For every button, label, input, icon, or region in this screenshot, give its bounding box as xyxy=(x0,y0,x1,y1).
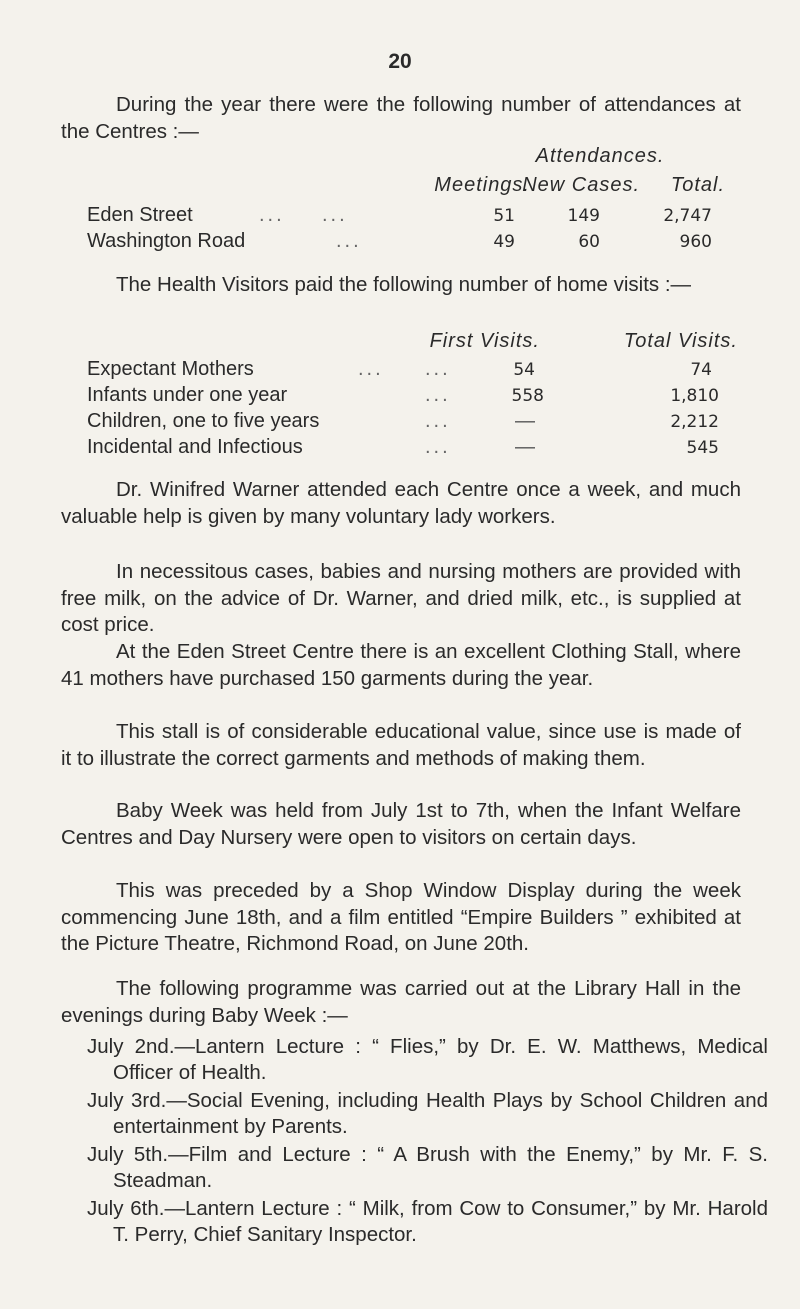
paragraph: At the Eden Street Centre there is an excellent Clothing Stall, where 41 mothers have purchased 150 garments during the year. xyxy=(61,640,741,690)
visits-header-row xyxy=(0,330,800,354)
list-item: July 6th.—Lantern Lecture : “ Milk, from Cow to Consumer,” by Mr. Harold T. Perry, Chief Sanitary Inspector. xyxy=(87,1197,768,1246)
total-value: 960 xyxy=(679,232,712,252)
paragraph: This stall is of considerable educational value, since use is made of it to illustrate the correct garments and methods of making them. xyxy=(61,720,741,770)
paragraph: In necessitous cases, babies and nursing mothers are provided with free milk, on the advice of Dr. Warner, and dried milk, etc., is supplied at cost price. xyxy=(61,560,741,636)
row-label: Eden Street xyxy=(87,204,193,226)
new-cases-value: 60 xyxy=(578,232,600,252)
table-row xyxy=(0,358,800,382)
paragraph: Dr. Winifred Warner attended each Centre once a week, and much valuable help is given by many voluntary lady workers. xyxy=(61,478,741,528)
first-visits-value: — xyxy=(515,436,535,458)
leader-dots: ... xyxy=(425,358,451,380)
visits-intro: The Health Visitors paid the following number of home visits :— xyxy=(116,273,692,296)
table-row xyxy=(0,204,800,228)
row-label: Incidental and Infectious xyxy=(87,436,303,458)
leader-dots: ... xyxy=(336,230,362,252)
page-number: 20 xyxy=(388,50,412,73)
leader-dots: ... xyxy=(425,436,451,458)
attendance-group-header: Attendances. xyxy=(535,145,665,167)
row-label: Expectant Mothers xyxy=(87,358,254,380)
paragraph: This was preceded by a Shop Window Display during the week commencing June 18th, and a film entitled “Empire Builders ” exhibited at the Picture Theatre, Richmond Road, on June 20th. xyxy=(61,879,741,955)
table-row xyxy=(0,384,800,408)
leader-dots: ... xyxy=(322,204,348,226)
first-visits-value: — xyxy=(515,410,535,432)
column-header-total: Total. xyxy=(670,174,725,196)
paragraph: Baby Week was held from July 1st to 7th, when the Infant Welfare Centres and Day Nursery were open to visitors on certain days. xyxy=(61,799,741,849)
leader-dots: ... xyxy=(358,358,384,380)
first-visits-value: 54 xyxy=(513,360,535,380)
list-item: July 2nd.—Lantern Lecture : “ Flies,” by Dr. E. W. Matthews, Medical Officer of Health. xyxy=(87,1035,768,1084)
row-label: Infants under one year xyxy=(87,384,288,406)
first-visits-value: 558 xyxy=(511,386,544,406)
column-header-total-visits: Total Visits. xyxy=(623,330,738,352)
total-visits-value: 545 xyxy=(686,438,719,458)
total-visits-value: 2,212 xyxy=(670,412,719,432)
table-row xyxy=(0,436,800,460)
programme-intro: The following programme was carried out at the Library Hall in the evenings during Baby Week :— xyxy=(61,977,741,1027)
meetings-value: 49 xyxy=(493,232,515,252)
new-cases-value: 149 xyxy=(567,206,600,226)
attendance-group-header-row xyxy=(0,145,800,169)
row-label: Washington Road xyxy=(87,230,246,252)
total-visits-value: 74 xyxy=(690,360,712,380)
column-header-meetings: Meetings. xyxy=(434,174,530,196)
row-label: Children, one to five years xyxy=(87,410,320,432)
total-value: 2,747 xyxy=(663,206,712,226)
leader-dots: ... xyxy=(425,384,451,406)
column-header-new-cases: New Cases. xyxy=(522,174,640,196)
list-item: July 5th.—Film and Lecture : “ A Brush with the Enemy,” by Mr. F. S. Steadman. xyxy=(87,1143,768,1192)
table-row xyxy=(0,410,800,434)
table-row xyxy=(0,230,800,254)
meetings-value: 51 xyxy=(493,206,515,226)
attendance-header-row xyxy=(0,174,800,198)
list-item: July 3rd.—Social Evening, including Health Plays by School Children and entertainment by Parents. xyxy=(87,1089,768,1138)
leader-dots: ... xyxy=(259,204,285,226)
total-visits-value: 1,810 xyxy=(670,386,719,406)
leader-dots: ... xyxy=(425,410,451,432)
attendances-intro: During the year there were the following number of attendances at the Centres :— xyxy=(61,93,741,143)
column-header-first-visits: First Visits. xyxy=(429,330,540,352)
